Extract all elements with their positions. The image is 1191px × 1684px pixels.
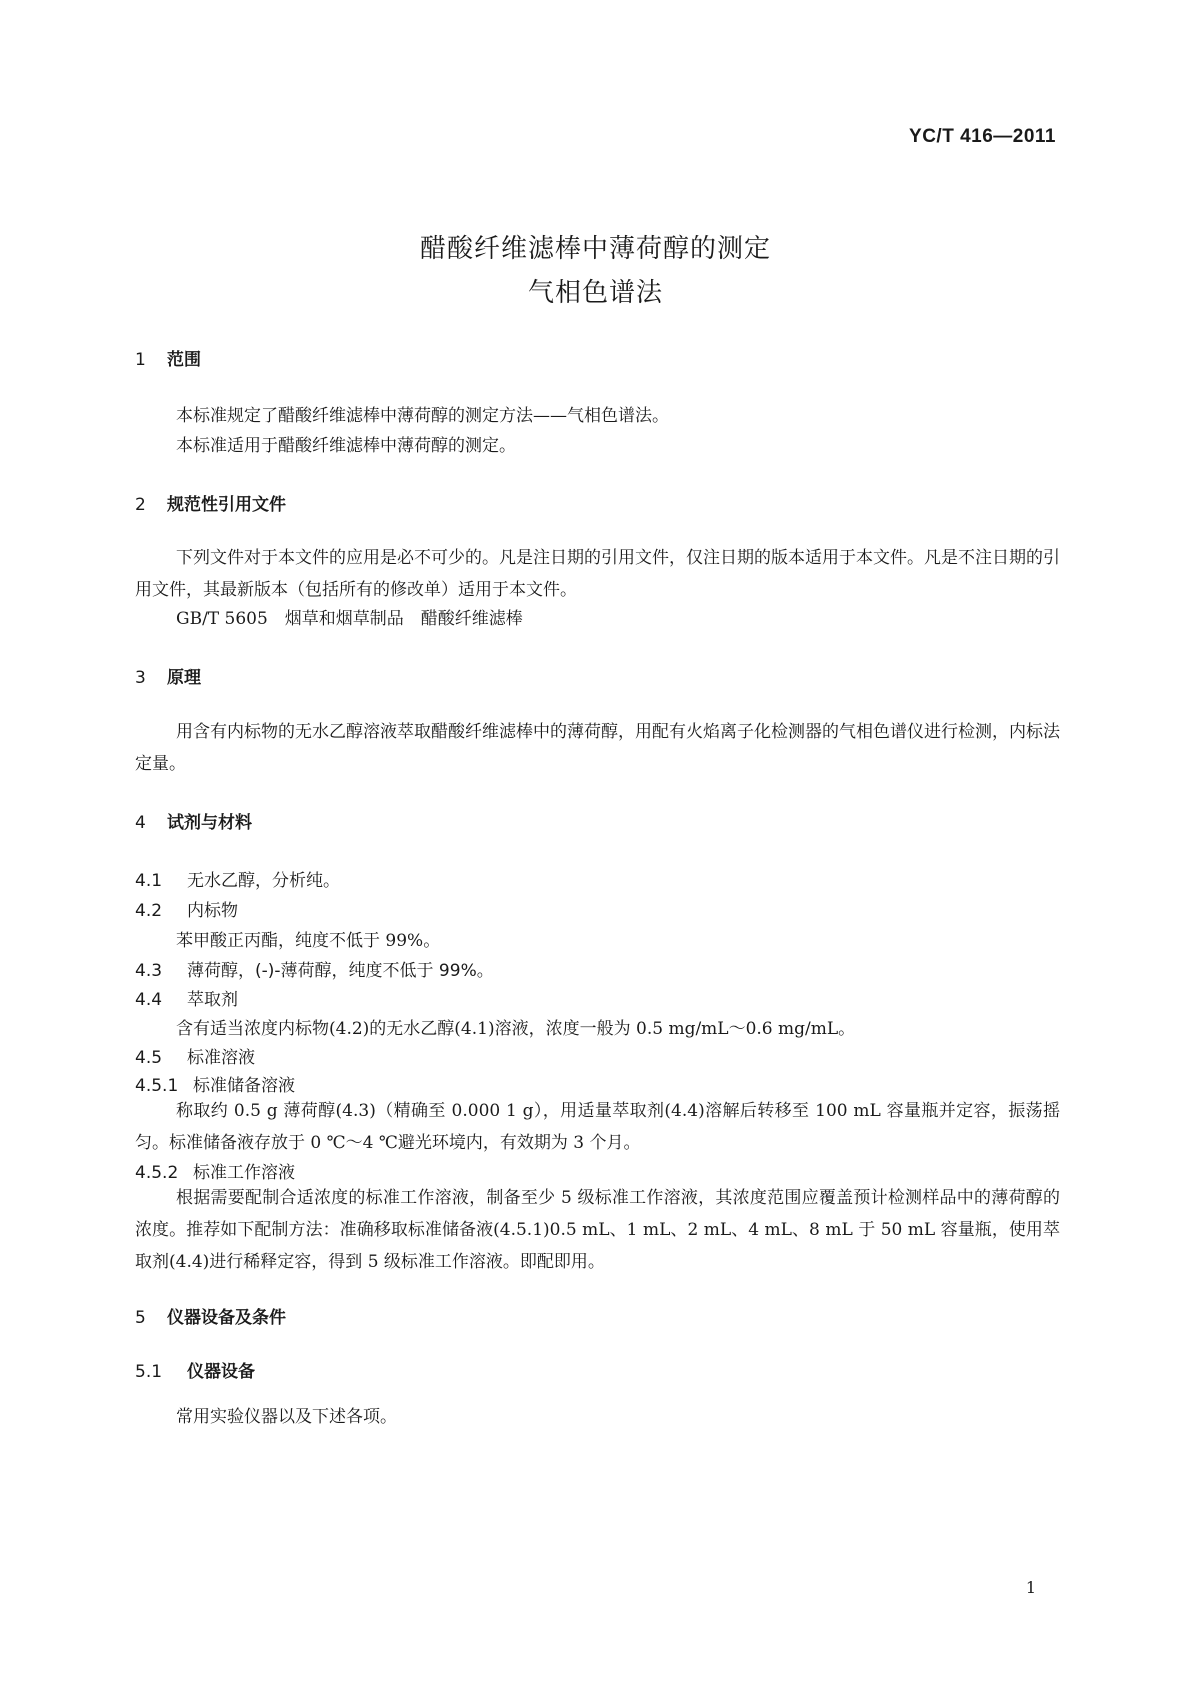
scope-paragraph-2: 本标准适用于醋酸纤维滤棒中薄荷醇的测定。 xyxy=(176,436,516,456)
clause-4-5: 4.5 标准溶液 xyxy=(135,1048,255,1068)
clause-4-5-2-body: 根据需要配制合适浓度的标准工作溶液，制备至少 5 级标准工作溶液，其浓度范围应覆盖预计检测样品中的薄荷醇的浓度。推荐如下配制方法：准确移取标准储备液(4.5.1)0.5 mL、1 mL、2 mL、4 mL、8 mL 于 50 mL 容量瓶，使用萃取剂(4.4)进行稀释定容，得到 5 级标准工作溶液。即配即用。 xyxy=(135,1188,1060,1272)
references-paragraph: 下列文件对于本文件的应用是必不可少的。凡是注日期的引用文件，仅注日期的版本适用于本文件。凡是不注日期的引用文件，其最新版本（包括所有的修改单）适用于本文件。 xyxy=(135,548,1060,600)
clause-4-2-body: 苯甲酸正丙酯，纯度不低于 99%。 xyxy=(176,931,441,951)
clause-4-5-2: 4.5.2 标准工作溶液 xyxy=(135,1163,295,1183)
clause-4-4-body: 含有适当浓度内标物(4.2)的无水乙醇(4.1)溶液，浓度一般为 0.5 mg/mL～0.6 mg/mL。 xyxy=(176,1019,856,1039)
section-heading-principle: 3 原理 xyxy=(135,668,201,688)
clause-5-1-body: 常用实验仪器以及下述各项。 xyxy=(176,1407,397,1427)
clause-4-4: 4.4 萃取剂 xyxy=(135,990,238,1010)
scope-paragraph-1: 本标准规定了醋酸纤维滤棒中薄荷醇的测定方法——气相色谱法。 xyxy=(176,406,669,426)
page-number: 1 xyxy=(1025,1578,1036,1597)
section-heading-scope: 1 范围 xyxy=(135,350,201,370)
document-title: 醋酸纤维滤棒中薄荷醇的测定 xyxy=(419,234,771,264)
standard-code: YC/T 416—2011 xyxy=(909,126,1056,147)
section-heading-references: 2 规范性引用文件 xyxy=(135,495,286,515)
document-subtitle: 气相色谱法 xyxy=(527,278,663,308)
principle-paragraph: 用含有内标物的无水乙醇溶液萃取醋酸纤维滤棒中的薄荷醇，用配有火焰离子化检测器的气相色谱仪进行检测，内标法定量。 xyxy=(135,722,1060,774)
clause-4-5-1: 4.5.1 标准储备溶液 xyxy=(135,1076,295,1096)
clause-4-3: 4.3 薄荷醇，(-)-薄荷醇，纯度不低于 99%。 xyxy=(135,961,494,981)
clause-4-2: 4.2 内标物 xyxy=(135,901,238,921)
clause-4-1: 4.1 无水乙醇，分析纯。 xyxy=(135,871,340,891)
clause-4-5-1-body: 称取约 0.5 g 薄荷醇(4.3)（精确至 0.000 1 g），用适量萃取剂(4.4)溶解后转移至 100 mL 容量瓶并定容，振荡摇匀。标准储备液存放于 0 ℃～4 ℃避光环境内，有效期为 3 个月。 xyxy=(135,1101,1060,1153)
section-heading-apparatus: 5 仪器设备及条件 xyxy=(135,1308,286,1328)
section-heading-reagents: 4 试剂与材料 xyxy=(135,813,252,833)
reference-gbt5605: GB/T 5605 烟草和烟草制品 醋酸纤维滤棒 xyxy=(176,609,523,629)
clause-5-1: 5.1 仪器设备 xyxy=(135,1362,255,1382)
